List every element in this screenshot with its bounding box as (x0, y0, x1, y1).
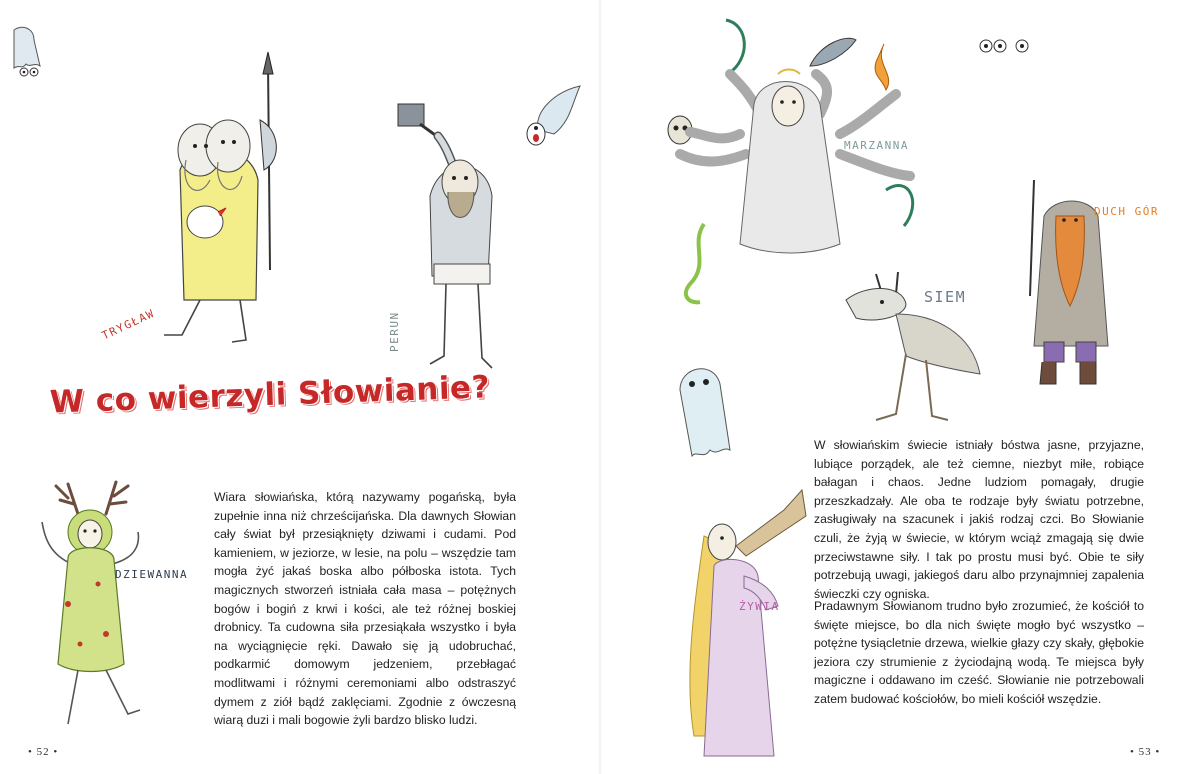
ghost-flying-illustration (524, 82, 588, 152)
page-number-left: • 52 • (28, 746, 59, 758)
label-zywia: ŻYWIA (739, 600, 780, 613)
dziewanna-illustration (28, 474, 178, 736)
zywia-illustration (674, 476, 824, 766)
ghost-small-illustration (4, 22, 48, 82)
ghost-illustration (670, 360, 750, 470)
eyes-illustration (976, 36, 1046, 56)
label-dziewanna: DZIEWANNA (115, 568, 189, 581)
label-marzanna: MARZANNA (844, 139, 909, 152)
right-page (600, 0, 1200, 774)
page-title: W co wierzyli Słowianie? (49, 369, 491, 421)
page-number-right: • 53 • (1130, 746, 1161, 758)
label-siem: SIEM (924, 288, 967, 306)
tryglaw-illustration (140, 50, 300, 350)
perun-illustration (390, 96, 510, 396)
label-duch-gor: DUCH GÓR (1094, 205, 1159, 218)
paragraph-left: Wiara słowiańska, którą nazywamy pogańską, była zupełnie inna niż chrześcijańska. Dla dawnych Słowian cały świat był przesiąknięty dziwami i cudami. Pod kamieniem, w jeziorze, w lesie, na polu – wszędzie tam mogła żyć jakaś boska albo półboska istota. Tych magicznych stworzeń istniała cała masa – potężnych bogów i bogiń z krwi i kości, ale też różnej boskiej drobnicy. Ta cudowna siła przesiąkała wszystko i była na wyciągnięcie ręki. Dawało się ją udobruchać, podkarmić domowym jedzeniem, przebłagać modlitwami i różnymi ceremoniami albo odstraszyć dymem z ziół bądź zaklęciami. Zgodnie z ówczesną wiarą duzi i mali bogowie żyli bardzo blisko ludzi. (214, 490, 516, 728)
label-perun: PERUN (388, 311, 401, 352)
label-tryglaw: TRYGŁAW (99, 306, 157, 343)
paragraph-right-2: Pradawnym Słowianom trudno było zrozumieć, że kościół to święte miejsce, bo dla nich święte mogło być wszystko – potężne tysiącletnie drzewa, wielkie głazy czy skały, głębokie jeziora czy strumienie z życiodajną wodą. Te miejsca były magiczne i oddawano im cześć. Słowianie nie potrzebowali zatem budować kościołów, bo mieli kościół wszędzie. (814, 599, 1144, 706)
paragraph-right-1: W słowiańskim świecie istniały bóstwa jasne, przyjazne, lubiące porządek, ale też ciemne, niezbyt miłe, robiące bałagan i chaos. Jedne ludziom pomagały, drugie przeszkadzały. Ale oba te rodzaje były światu potrzebne, zasługiwały na szacunek i jakiś rodzaj czci. Bo Słowianie czuli, że żyją w świecie, w którym wciąż zmagają się dwie przeciwstawne siły. I tak po prostu musi być. Obie te siły potrzebują uwagi, jakiegoś daru albo przynajmniej zapalenia świeczki czy ogniska. (814, 438, 1144, 601)
